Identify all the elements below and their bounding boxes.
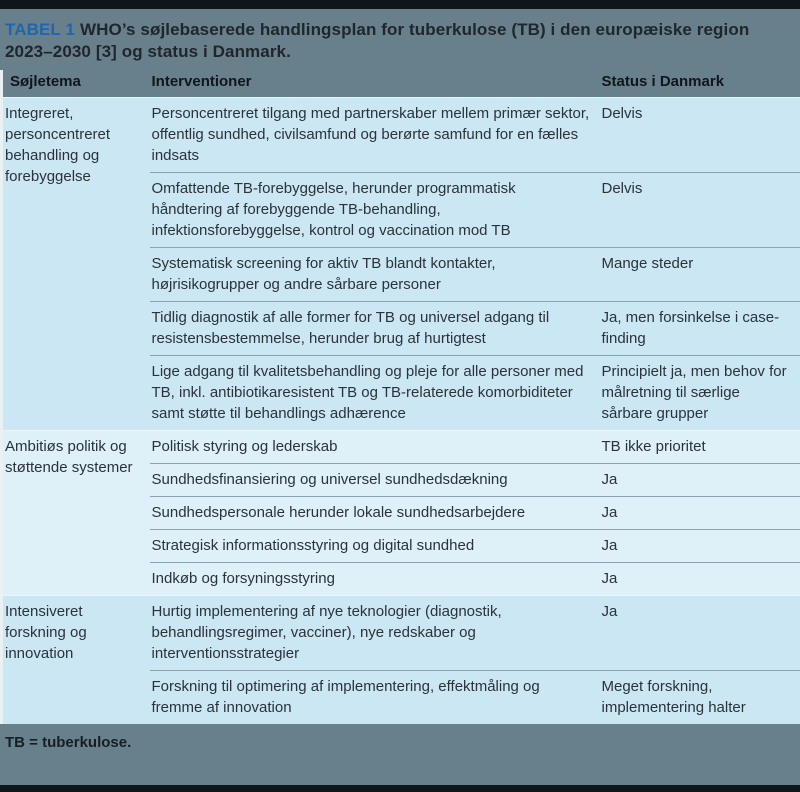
intervention-cell: Omfattende TB-forebyggelse, herunder programmatisk håndtering af forebyggende TB-behandling, infektionsforebyggelse, kontrol og vaccination mod TB xyxy=(150,173,600,248)
intervention-cell: Sundhedsfinansiering og universel sundhedsdækning xyxy=(150,464,600,497)
table-caption xyxy=(0,9,800,70)
status-cell: TB ikke prioritet xyxy=(601,438,706,455)
intervention-cell: Strategisk informationsstyring og digital sundhed xyxy=(150,530,600,563)
top-border-bar xyxy=(0,0,800,9)
column-header-interventions: Interventioner xyxy=(151,73,252,90)
intervention-cell: Sundhedspersonale herunder lokale sundhedsarbejdere xyxy=(150,497,600,530)
status-cell: Delvis xyxy=(601,105,643,122)
pillar-cell: Ambitiøs politik og støttende systemer xyxy=(5,438,133,476)
intervention-cell: Indkøb og forsyningsstyring xyxy=(150,563,600,596)
table-number-label: TABEL 1 xyxy=(5,20,75,39)
section-intensified-research xyxy=(2,596,800,725)
column-header-status: Status i Danmark xyxy=(601,73,725,90)
status-cell: Ja xyxy=(600,497,800,530)
table-row xyxy=(2,431,800,464)
status-cell: Ja xyxy=(601,603,618,620)
table-footnote: TB = tuberkulose. xyxy=(5,734,132,751)
tb-action-plan-table xyxy=(0,70,800,724)
status-cell: Ja xyxy=(600,530,800,563)
status-cell: Delvis xyxy=(600,173,800,248)
intervention-cell: Forskning til optimering af implementering, effektmåling og fremme af innovation xyxy=(150,671,600,725)
section-integrated-care xyxy=(2,98,800,431)
intervention-cell: Hurtig implementering af nye teknologier (diagnostik, behandlingsregimer, vacciner), nye redskaber og interventionsstrategier xyxy=(151,603,502,662)
table-row xyxy=(2,596,800,671)
intervention-cell: Systematisk screening for aktiv TB blandt kontakter, højrisikogrupper og andre sårbare personer xyxy=(150,248,600,302)
status-cell: Meget forskning, implementering halter xyxy=(600,671,800,725)
table-title-text: WHO’s søjlebaserede handlingsplan for tuberkulose (TB) i den europæiske region 2023–2030 [3] og status i Danmark. xyxy=(5,20,750,61)
status-cell: Mange steder xyxy=(600,248,800,302)
intervention-cell: Tidlig diagnostik af alle former for TB og universel adgang til resistensbestemmelse, herunder brug af hurtigtest xyxy=(150,302,600,356)
status-cell: Principielt ja, men behov for målretning til særlige sårbare grupper xyxy=(600,356,800,431)
status-cell: Ja, men forsinkelse i case-finding xyxy=(600,302,800,356)
status-cell: Ja xyxy=(600,464,800,497)
table-header-row xyxy=(2,70,800,98)
pillar-cell: Intensiveret forskning og innovation xyxy=(5,603,87,662)
intervention-cell: Lige adgang til kvalitetsbehandling og pleje for alle personer med TB, inkl. antibiotikaresistent TB og TB-relaterede komorbiditeter samt støtte til behandlings adhærence xyxy=(150,356,600,431)
section-ambitious-policy xyxy=(2,431,800,596)
status-cell: Ja xyxy=(600,563,800,596)
column-header-pillar: Søjletema xyxy=(10,73,81,90)
bottom-border-bar xyxy=(0,785,800,792)
intervention-cell: Politisk styring og lederskab xyxy=(151,438,338,455)
table-row xyxy=(2,98,800,173)
pillar-cell: Integreret, personcentreret behandling og forebyggelse xyxy=(5,105,111,185)
intervention-cell: Personcentreret tilgang med partnerskaber mellem primær sektor, offentlig sundhed, civilsamfund og berørte samfund for en fælles indsats xyxy=(151,105,590,164)
